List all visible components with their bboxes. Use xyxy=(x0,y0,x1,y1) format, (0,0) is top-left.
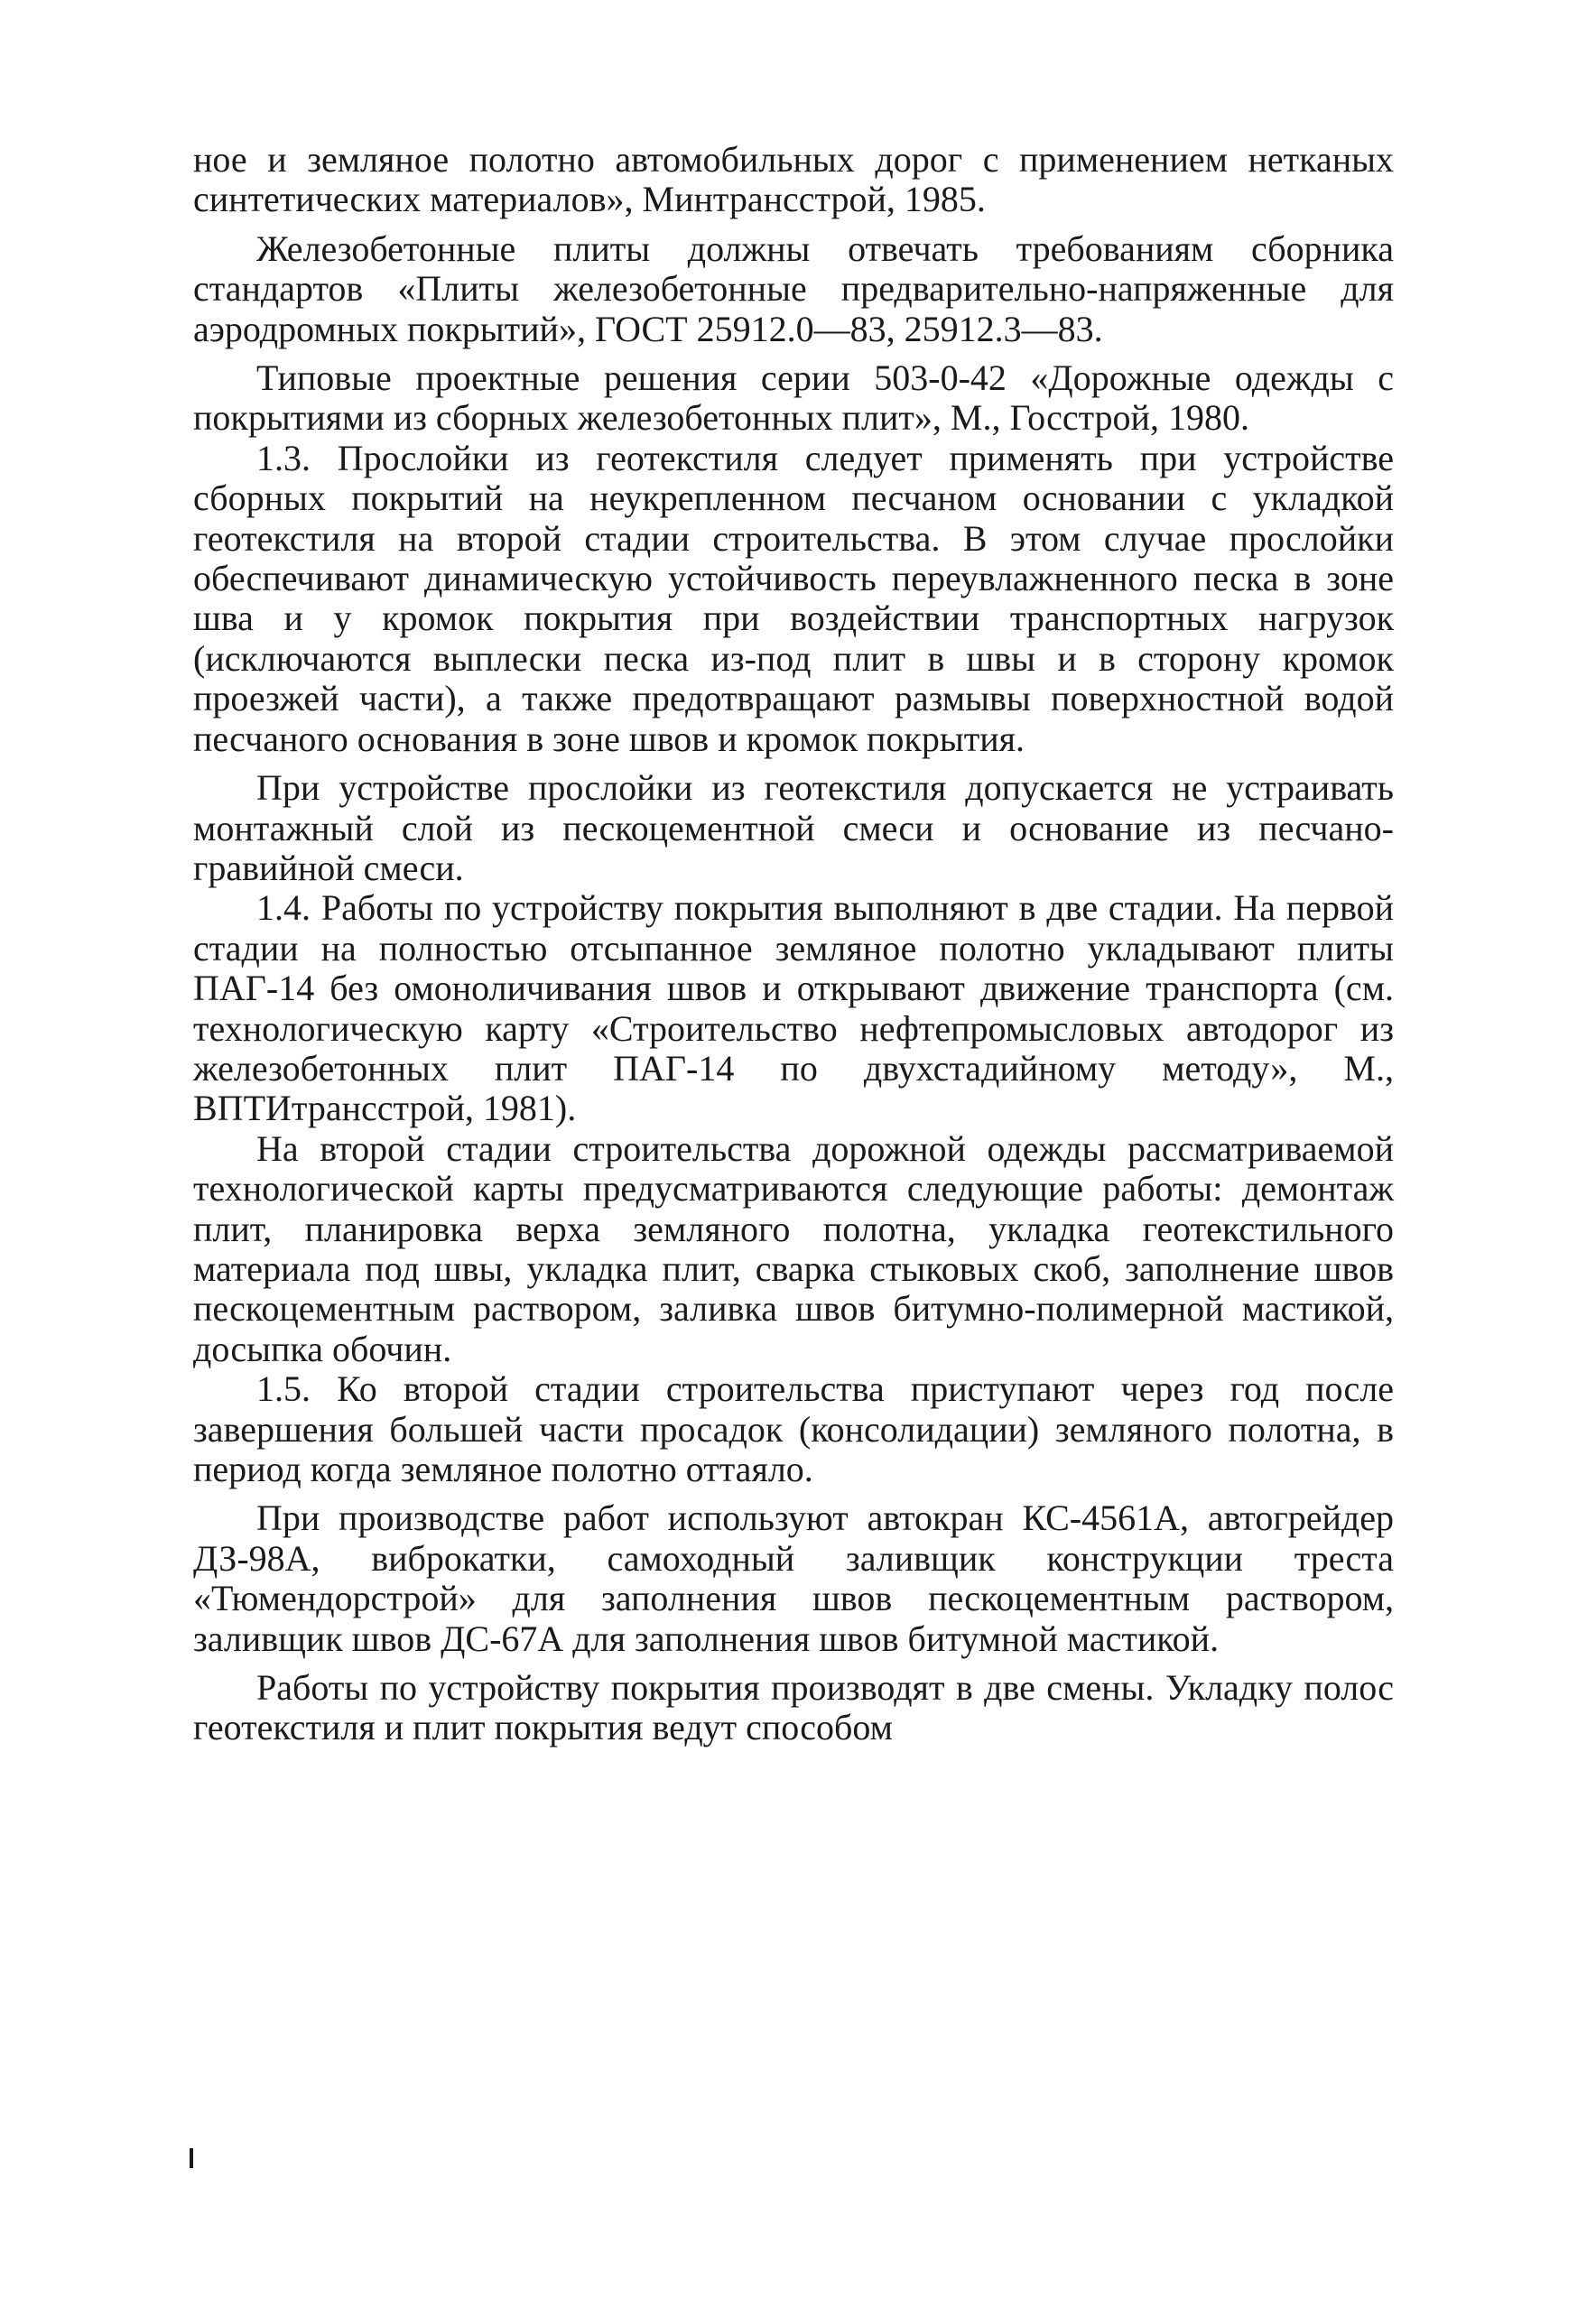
page-mark xyxy=(190,2148,193,2168)
paragraph-section-1-5: 1.5. Ко второй стадии строительства приступают через год после завершения большей части просадок (консолидации) земляного полотна, в период когда земляное полотно оттаяло. xyxy=(193,1368,1394,1489)
paragraph-section-1-4: 1.4. Работы по устройству покрытия выполняют в две стадии. На первой стадии на полностью отсыпанное земляное полотно укладывают плиты ПАГ-14 без омоноличивания швов и открывают движение транспорта (см. технологическую карту «Строительство нефтепромысловых автодорог из железобетонных плит ПАГ-14 по двухстадийному методу», М., ВПТИтрансстрой, 1981). xyxy=(193,887,1394,1129)
paragraph-plates-requirements: Железобетонные плиты должны отвечать требованиям сборника стандартов «Плиты железобетонные предварительно-напряженные для аэродромных покрытий», ГОСТ 25912.0—83, 25912.3—83. xyxy=(193,227,1394,349)
paragraph-typical-solutions: Типовые проектные решения серии 503-0-42 «Дорожные одежды с покрытиями из сборных железобетонных плит», М., Госстрой, 1980. xyxy=(193,357,1394,439)
paragraph-second-stage-works: На второй стадии строительства дорожной одежды рассматриваемой технологической карты предусматриваются следующие работы: демонтаж плит, планировка верха земляного полотна, укладка геотекстильного материала под швы, укладка плит, сварка стыковых скоб, заполнение швов пескоцементным раствором, заливка швов битумно-полимерной мастикой, досыпка обочин. xyxy=(193,1127,1394,1369)
paragraph-section-1-3: 1.3. Прослойки из геотекстиля следует применять при устройстве сборных покрытий на неукрепленном песчаном основании с укладкой геотекстиля на второй стадии строительства. В этом случае прослойки обеспечивают динамическую устойчивость переувлажненного песка в зоне шва и у кромок покрытия при воздействии транспортных нагрузок (исключаются выплески песка из-под плит в швы и в сторону кромок проезжей части), а также предотвращают размывы поверхностной водой песчаного основания в зоне швов и кромок покрытия. xyxy=(193,437,1394,759)
paragraph-equipment: При производстве работ используют автокран КС-4561А, автогрейдер ДЗ-98А, виброкатки, самоходный заливщик конструкции треста «Тюмендорстрой» для заполнения швов пескоцементным раствором, заливщик швов ДС-67А для заполнения швов битумной мастикой. xyxy=(193,1497,1394,1659)
paragraph-geotextile-layer: При устройстве прослойки из геотекстиля допускается не устраивать монтажный слой из пескоцементной смеси и основание из песчано-гравийной смеси. xyxy=(193,767,1394,888)
body-text xyxy=(193,140,1394,1748)
paragraph-shifts: Работы по устройству покрытия производят в две смены. Укладку полос геотекстиля и плит покрытия ведут способом xyxy=(193,1667,1394,1748)
paragraph-reference-continuation: ное и земляное полотно автомобильных дорог с применением нетканых синтетических материалов», Минтрансстрой, 1985. xyxy=(193,139,1394,220)
